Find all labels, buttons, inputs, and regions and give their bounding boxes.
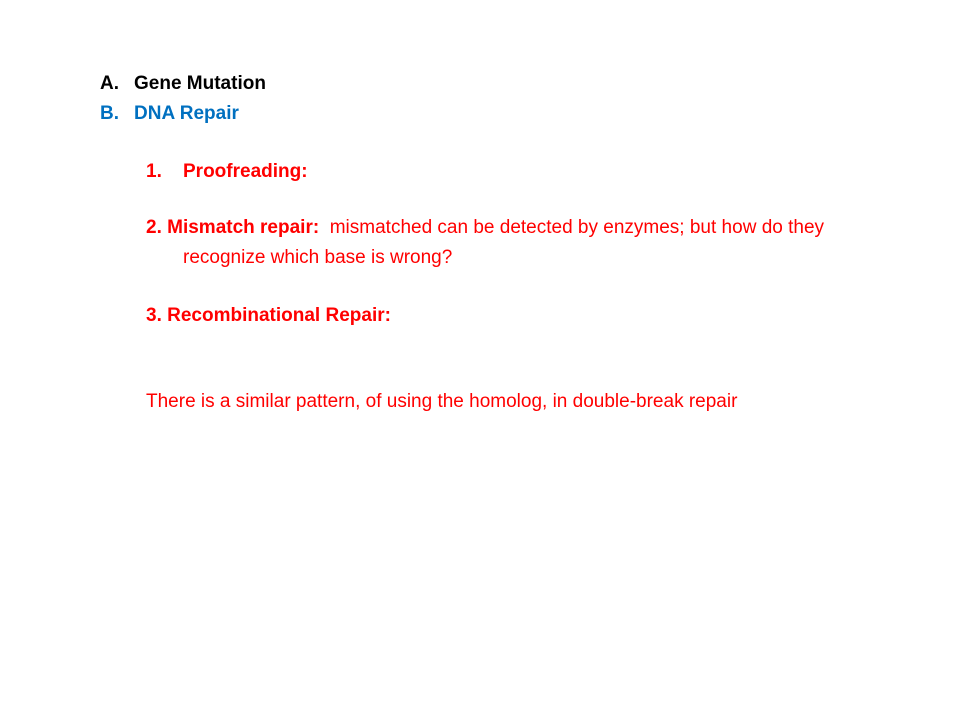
repair-item-proofreading	[146, 160, 308, 184]
repair-label-proofreading: Proofreading:	[183, 161, 308, 182]
double-break-note-text: There is a similar pattern, of using the homolog, in double-break repair	[146, 391, 738, 412]
repair-label-recombinational: 3. Recombinational Repair:	[146, 305, 391, 326]
repair-text-mismatch-line1: mismatched can be detected by enzymes; but how do they	[329, 217, 825, 238]
repair-item-mismatch	[146, 216, 824, 240]
double-break-note	[146, 390, 737, 414]
outline-marker-b: B.	[100, 103, 119, 124]
outline-item-dna-repair	[100, 102, 239, 126]
outline-marker-a: A.	[100, 73, 119, 94]
repair-marker-1: 1.	[146, 161, 162, 182]
outline-item-gene-mutation	[100, 72, 266, 96]
outline-label-dna-repair: DNA Repair	[134, 103, 239, 124]
repair-text-mismatch-line2: recognize which base is wrong?	[183, 247, 453, 268]
repair-item-recombinational	[146, 304, 391, 328]
outline-label-gene-mutation: Gene Mutation	[134, 73, 266, 94]
repair-item-mismatch-continuation	[183, 246, 452, 270]
repair-label-mismatch: 2. Mismatch repair:	[146, 217, 320, 238]
